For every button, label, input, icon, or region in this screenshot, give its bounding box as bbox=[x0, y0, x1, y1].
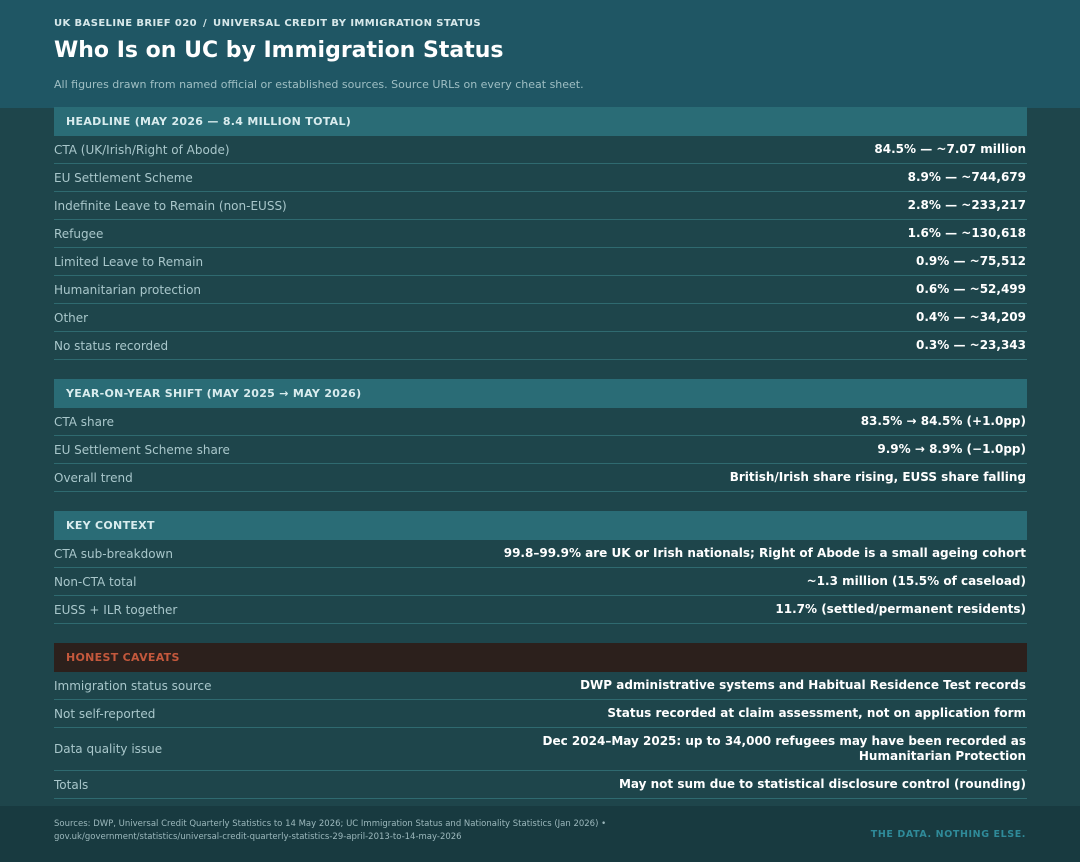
row-value: May not sum due to statistical disclosure control (rounding) bbox=[618, 777, 1026, 791]
kicker bbox=[54, 18, 481, 29]
row-label: Immigration status source bbox=[54, 678, 212, 693]
row-label: EU Settlement Scheme share bbox=[54, 442, 230, 457]
row-label: Other bbox=[54, 310, 89, 325]
page-subtitle: All figures drawn from named official or established sources. Source URLs on every cheat sheet. bbox=[54, 78, 584, 91]
row-value: 0.3% — ~23,343 bbox=[916, 338, 1026, 352]
row-value: 0.4% — ~34,209 bbox=[916, 310, 1026, 324]
row-value: 11.7% (settled/permanent residents) bbox=[775, 602, 1026, 616]
table-row bbox=[54, 596, 1027, 624]
row-label: EU Settlement Scheme bbox=[54, 170, 193, 185]
topic-label: UNIVERSAL CREDIT BY IMMIGRATION STATUS bbox=[213, 18, 481, 29]
kicker-separator: / bbox=[202, 18, 208, 29]
table-row bbox=[54, 136, 1027, 164]
row-label: Totals bbox=[54, 777, 89, 792]
row-label: Indefinite Leave to Remain (non-EUSS) bbox=[54, 198, 287, 213]
sources-line: Sources: DWP, Universal Credit Quarterly Statistics to 14 May 2026; UC Immigration Status and Nationality Statistics (Jan 2026) • bbox=[54, 819, 607, 829]
section-key-context bbox=[54, 511, 1027, 624]
row-label: Humanitarian protection bbox=[54, 282, 202, 297]
section-headline bbox=[54, 107, 1027, 360]
table-row bbox=[54, 220, 1027, 248]
section-heading: YEAR-ON-YEAR SHIFT (MAY 2025 → MAY 2026) bbox=[54, 379, 1027, 408]
page-title: Who Is on UC by Immigration Status bbox=[54, 38, 504, 63]
table-row bbox=[54, 304, 1027, 332]
row-value-line: Dec 2024–May 2025: up to 34,000 refugees may have been recorded as bbox=[542, 734, 1026, 748]
table-row bbox=[54, 276, 1027, 304]
table-row bbox=[54, 192, 1027, 220]
row-value: 0.6% — ~52,499 bbox=[916, 282, 1026, 296]
row-value: 8.9% — ~744,679 bbox=[907, 170, 1026, 184]
table-row bbox=[54, 408, 1027, 436]
row-value: DWP administrative systems and Habitual Residence Test records bbox=[580, 678, 1026, 692]
row-value: 84.5% — ~7.07 million bbox=[874, 142, 1026, 156]
row-label: CTA share bbox=[54, 414, 115, 429]
row-value: British/Irish share rising, EUSS share falling bbox=[729, 470, 1026, 484]
row-label: Not self-reported bbox=[54, 706, 156, 721]
table-row bbox=[54, 672, 1027, 700]
row-value bbox=[543, 734, 1026, 764]
row-value-line: Humanitarian Protection bbox=[858, 749, 1026, 763]
row-label: Non-CTA total bbox=[54, 574, 137, 589]
row-value: 0.9% — ~75,512 bbox=[916, 254, 1026, 268]
row-label: No status recorded bbox=[54, 338, 169, 353]
row-value: 1.6% — ~130,618 bbox=[907, 226, 1026, 240]
table-row bbox=[54, 540, 1027, 568]
section-heading: HONEST CAVEATS bbox=[54, 643, 1027, 672]
table-row bbox=[54, 728, 1027, 771]
sources-url: gov.uk/government/statistics/universal-credit-quarterly-statistics-29-april-2013-to-14-may-2026 bbox=[54, 832, 462, 842]
series-label: UK BASELINE BRIEF 020 bbox=[54, 18, 197, 29]
section-caveats bbox=[54, 643, 1027, 799]
tagline: THE DATA. NOTHING ELSE. bbox=[870, 829, 1026, 840]
row-label: EUSS + ILR together bbox=[54, 602, 178, 617]
brief-content bbox=[54, 107, 1027, 818]
row-value: 83.5% → 84.5% (+1.0pp) bbox=[860, 414, 1026, 428]
table-row bbox=[54, 700, 1027, 728]
row-label: CTA (UK/Irish/Right of Abode) bbox=[54, 142, 230, 157]
row-value: 99.8–99.9% are UK or Irish nationals; Right of Abode is a small ageing cohort bbox=[503, 546, 1026, 560]
table-row bbox=[54, 248, 1027, 276]
row-value: Status recorded at claim assessment, not on application form bbox=[607, 706, 1026, 720]
section-year-on-year bbox=[54, 379, 1027, 492]
table-row bbox=[54, 568, 1027, 596]
page-header bbox=[0, 0, 1080, 108]
table-row bbox=[54, 771, 1027, 799]
page-footer bbox=[0, 806, 1080, 862]
section-heading: KEY CONTEXT bbox=[54, 511, 1027, 540]
section-heading: HEADLINE (MAY 2026 — 8.4 MILLION TOTAL) bbox=[54, 107, 1027, 136]
table-row bbox=[54, 464, 1027, 492]
row-value: 9.9% → 8.9% (−1.0pp) bbox=[877, 442, 1026, 456]
table-row bbox=[54, 164, 1027, 192]
sources-note bbox=[54, 818, 674, 844]
table-row bbox=[54, 332, 1027, 360]
row-value: ~1.3 million (15.5% of caseload) bbox=[806, 574, 1026, 588]
row-label: CTA sub-breakdown bbox=[54, 546, 173, 561]
table-row bbox=[54, 436, 1027, 464]
row-label: Refugee bbox=[54, 226, 104, 241]
row-label: Limited Leave to Remain bbox=[54, 254, 204, 269]
row-value: 2.8% — ~233,217 bbox=[907, 198, 1026, 212]
row-label: Overall trend bbox=[54, 470, 133, 485]
row-label: Data quality issue bbox=[54, 742, 163, 756]
